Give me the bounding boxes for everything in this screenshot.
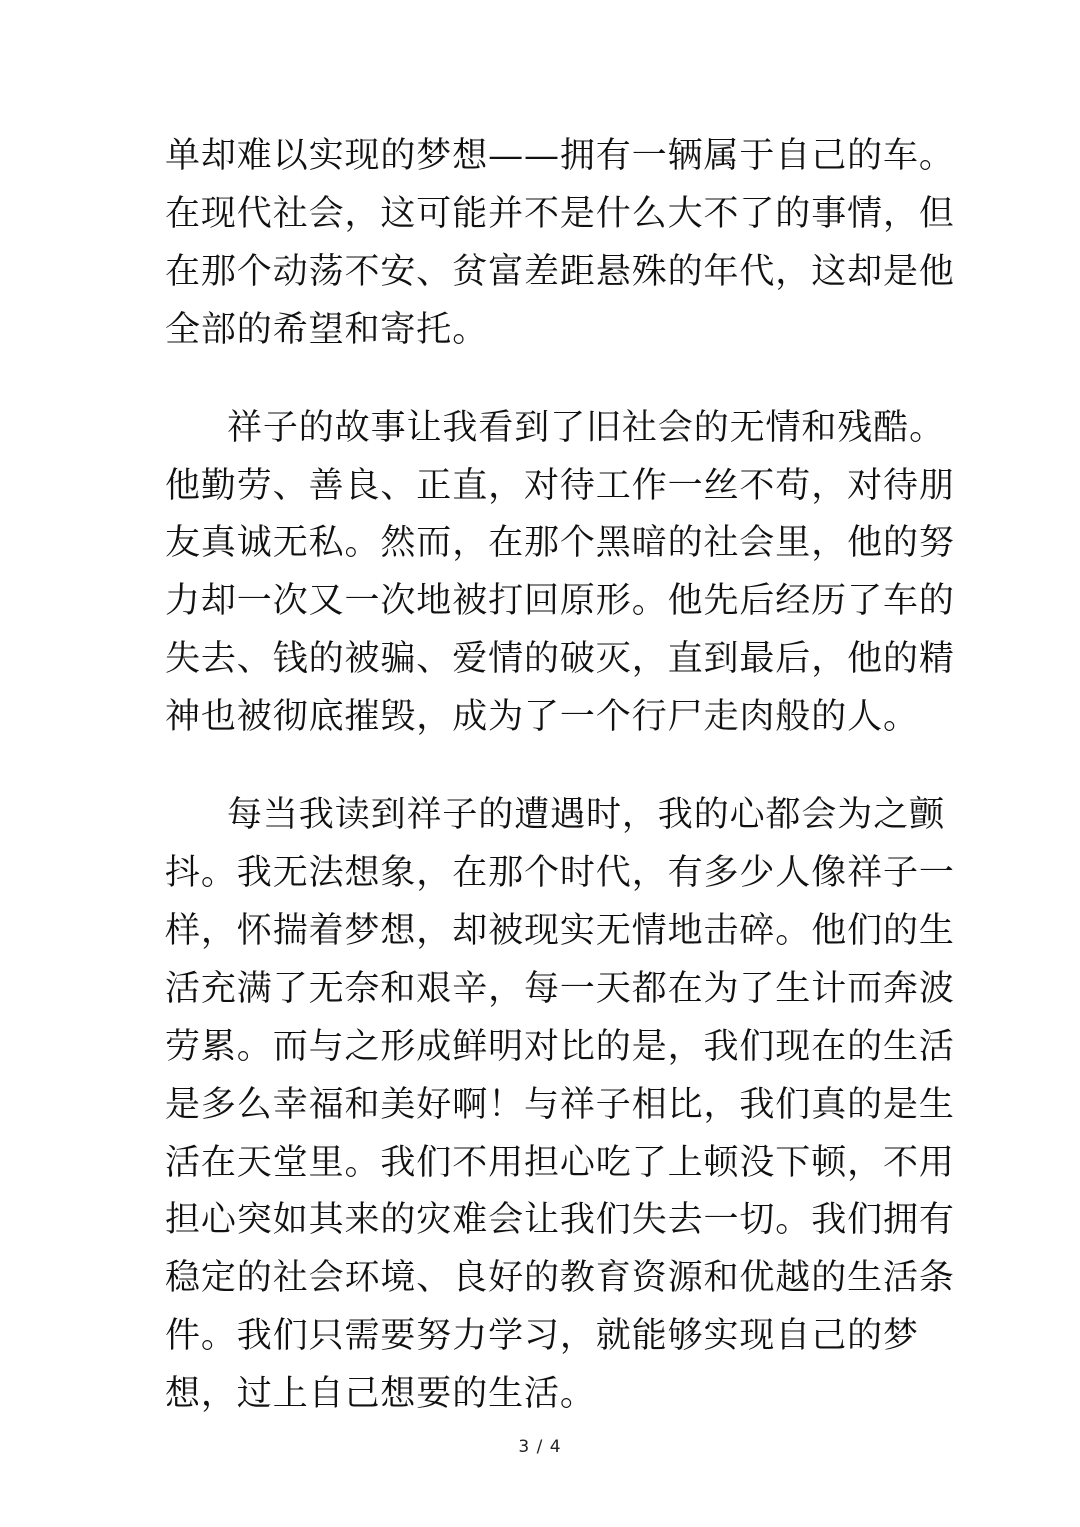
- text-line: 抖。我无法想象，在那个时代，有多少人像祥子一: [165, 852, 955, 893]
- text-line: 劳累。而与之形成鲜明对比的是，我们现在的生活: [165, 1026, 955, 1067]
- text-line: 在现代社会，这可能并不是什么大不了的事情，但: [165, 193, 955, 234]
- text-line: 力却一次又一次地被打回原形。他先后经历了车的: [165, 581, 955, 622]
- paragraph-1: [165, 128, 955, 360]
- text-line: 稳定的社会环境、良好的教育资源和优越的生活条: [165, 1258, 955, 1299]
- text-line: 活充满了无奈和艰辛，每一天都在为了生计而奔波: [165, 968, 955, 1009]
- text-line: 想，过上自己想要的生活。: [165, 1374, 596, 1415]
- text-line: 活在天堂里。我们不用担心吃了上顿没下顿，不用: [165, 1142, 955, 1183]
- page-number: 3 / 4: [518, 1437, 562, 1457]
- text-line: 神也被彻底摧毁，成为了一个行尸走肉般的人。: [165, 697, 919, 738]
- document-body: [165, 128, 955, 1424]
- text-line: 失去、钱的被骗、爱情的破灭，直到最后，他的精: [165, 639, 955, 680]
- text-line: 件。我们只需要努力学习，就能够实现自己的梦: [165, 1316, 919, 1357]
- paragraph-2: [165, 400, 955, 747]
- text-line: 友真诚无私。然而，在那个黑暗的社会里，他的努: [165, 523, 955, 564]
- text-line: 每当我读到祥子的遭遇时，我的心都会为之颤: [227, 795, 946, 836]
- text-line: 祥子的故事让我看到了旧社会的无情和残酷。: [227, 407, 946, 448]
- paragraph-spacer: [165, 360, 895, 400]
- text-line: 全部的希望和寄托。: [165, 309, 489, 350]
- paragraph-spacer: [165, 747, 895, 787]
- text-line: 单却难以实现的梦想——拥有一辆属于自己的车。: [165, 136, 955, 176]
- text-line: 在那个动荡不安、贫富差距悬殊的年代，这却是他: [165, 251, 955, 292]
- paragraph-3: [165, 787, 955, 1424]
- text-line: 是多么幸福和美好啊！与祥子相比，我们真的是生: [165, 1084, 955, 1125]
- text-line: 担心突如其来的灾难会让我们失去一切。我们拥有: [165, 1200, 955, 1241]
- text-line: 他勤劳、善良、正直，对待工作一丝不苟，对待朋: [165, 465, 955, 506]
- text-line: 样，怀揣着梦想，却被现实无情地击碎。他们的生: [165, 910, 955, 951]
